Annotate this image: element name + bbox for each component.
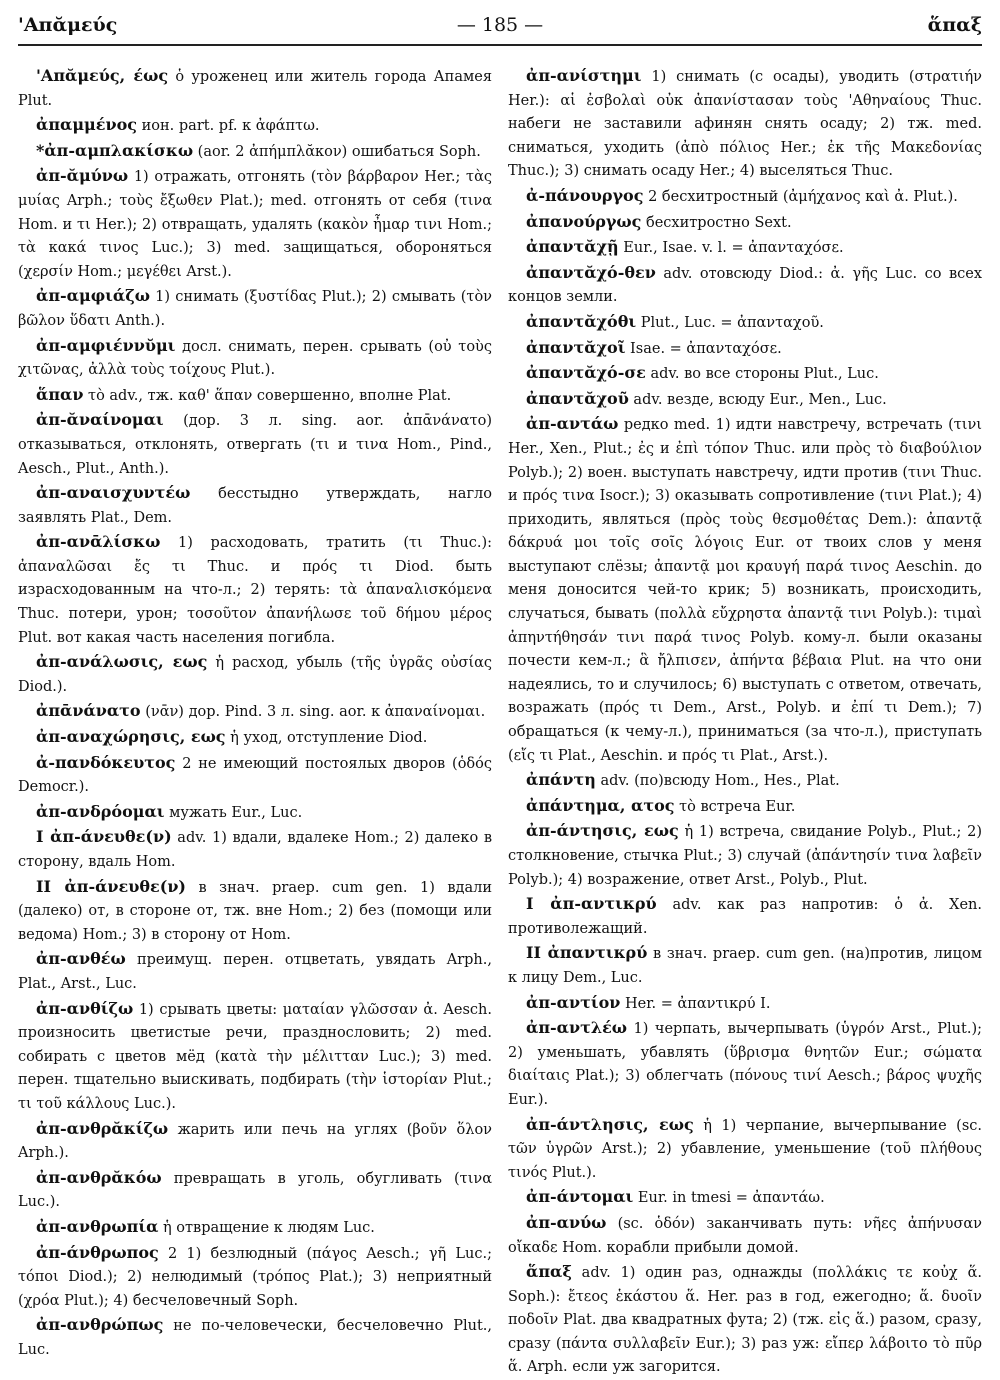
dictionary-entry xyxy=(18,699,492,725)
entry-definition: редко med. 1) идти навстречу, встречать (τινι Her., Xen., Plut.; ἐς и ἐπὶ τόπον Thuc. или πρὸς τὸ διαβούλιον Polyb.); 2) воен. выступать навстречу, идти против (τινι Thuc. и πρός τινα Isocr.); 3) оказывать сопротивление (τινι Plat.); 4) приходить, являться (πρὸς τοὺς θεσμοθέτας Dem.): ἀπαντᾷ δάκρυά μοι τοῖς σοῖς λόγοις Eur. от твоих слов у меня выступают слёзы; ἀπαντᾷ μοι κραυγή παρά τινος Aeschin. до меня доносится чей-то крик; 5) возникать, происходить, случаться, бывать (πολλὰ εὔχρηστα ἀπαντᾷ τινι Polyb.): τιμαὶ ἀπηντήθησάν τινι παρά τινος Polyb. кому-л. были оказаны почести кем-л.; ἃ ἤλπισεν, ἀπήντα βέβαια Plut. на что они надеялись, то и случилось; 6) выступать с ответом, отвечать, возражать (πρός τι Dem., Arst., Polyb. и ἐπί τι Dem.); 7) обращаться (к чему-л.), приниматься (за что-л.), приступать (εἴς τι Plat., Aeschin. и πρός τι Plat., Arst.). xyxy=(508,417,982,764)
entry-definition: превращать в уголь, обугливать (τινα Luc.). xyxy=(18,1170,492,1211)
entry-definition: 1) отражать, отгонять (τὸν βάρβαρον Her.; τὰς μυίας Arph.; τοὺς ἔξωθεν Plat.); med. отгонять от себя (τινα Hom. и τι Her.); 2) отвращать, удалять (κακὸν ἦμαρ τινι Hom.; τὰ κακά τινος Luc.); 3) med. защищаться, обороняться (χερσίν Hom.; μεγέθει Arst.). xyxy=(18,169,492,280)
entry-definition: (νᾱν) дор. Pind. 3 л. sing. aor. к ἀπαναίνομαι. xyxy=(140,704,486,721)
right-column xyxy=(508,64,983,1376)
entry-headword: II ἀπ-άνευθε(ν) xyxy=(36,876,186,896)
dictionary-entry xyxy=(18,1313,492,1362)
entry-definition: бесстыдно утверждать, нагло заявлять Plat., Dem. xyxy=(18,486,492,526)
entry-headword: II ἀπαντικρύ xyxy=(526,943,648,963)
entry-definition: в знач. praep. cum gen. 1) вдали (далеко) от, в стороне от, тж. вне Hom.; 2) без (помощи или ведома) Hom.; 3) в сторону от Hom. xyxy=(18,879,493,943)
entry-definition: adv. (по)всюду Hom., Hes., Plat. xyxy=(595,773,840,790)
entry-headword: ἀ-πανδόκευτος xyxy=(36,752,176,772)
entry-headword: ἀπ-ανᾱλίσκω xyxy=(36,532,161,552)
entry-headword: ἀπ-άνθρωπος xyxy=(36,1242,159,1262)
dictionary-entry xyxy=(508,64,982,184)
entry-headword: 'Απᾰμεύς, έως xyxy=(36,66,169,85)
dictionary-entry xyxy=(18,530,492,650)
dictionary-entry xyxy=(508,794,982,820)
entry-definition: ὁ уроженец или житель города Апамея Plut. xyxy=(18,69,492,109)
entry-headword: ἀπ-ανθρώπως xyxy=(36,1315,164,1335)
dictionary-entry xyxy=(18,164,492,284)
entry-headword: ἀπ-αντίον xyxy=(526,992,621,1012)
dictionary-entry xyxy=(508,991,982,1017)
entry-definition: 1) расходовать, тратить (τι Thuc.): ἀπαναλῶσαι ἔς τι Thuc. и πρός τι Diod. быть израсходованным на что-л.; 2) терять: τὰ ἀπαναλισκόμενα Thuc. потери, урон; τοσοῦτον ἀπανήλωσε τοῦ δήμου μέρος Plut. вот какая часть населения погибла. xyxy=(18,535,492,646)
entry-headword: ἅπαξ xyxy=(526,1262,572,1282)
entry-definition: жарить или печь на углях (βοῦν ὅλον Arph.). xyxy=(18,1121,492,1162)
entry-headword: ἀπ-άντησις, εως xyxy=(526,821,679,841)
dictionary-entry xyxy=(18,751,492,800)
dictionary-entry xyxy=(508,336,982,362)
dictionary-entry xyxy=(18,875,492,948)
dictionary-entry xyxy=(508,941,982,990)
entry-definition: ἡ 1) встреча, свидание Polyb., Plut.; 2) столкновение, стычка Plut.; 3) случай (ἀπάντησίν τινα λαβεῖν Polyb.); 4) возражение, ответ Arst., Polyb., Plut. xyxy=(508,824,983,888)
entry-headword: ἀπαντᾰχό-σε xyxy=(526,363,646,383)
dictionary-entry xyxy=(18,113,492,139)
entry-definition: Her. = ἀπαντικρύ I. xyxy=(620,995,771,1012)
entry-definition: ἡ 1) черпание, вычерпывание (sc. τῶν ὑγρῶν Arst.); 2) убавление, уменьшение (τοῦ πλήθους τινός Plut.). xyxy=(508,1117,982,1181)
dictionary-entry xyxy=(508,1185,982,1211)
entry-definition: (дор. 3 л. sing. aor. ἀπᾱνάνατο) отказываться, отклонять, отвергать (τι и τινα Hom., Pind., Aesch., Plut., Anth.). xyxy=(18,413,492,477)
entry-headword: ἀπ-ανδρόομαι xyxy=(36,801,165,821)
entry-headword: ἀπ-ανίστημι xyxy=(526,66,642,85)
dictionary-entry xyxy=(18,825,492,874)
entry-headword: *ἀπ-αμπλακίσκω xyxy=(36,140,194,160)
entry-definition: ἡ уход, отступление Diod. xyxy=(225,730,428,747)
page-header xyxy=(18,10,982,44)
dictionary-entry xyxy=(508,210,982,236)
entry-headword: ἀπ-άντομαι xyxy=(526,1187,634,1207)
entry-definition: бесхитростно Sext. xyxy=(641,214,792,231)
entry-definition: не по-человечески, бесчеловечно Plut., Luc. xyxy=(18,1318,492,1358)
entry-definition: преимущ. перен. отцветать, увядать Arph., Plat., Arst., Luc. xyxy=(18,952,492,992)
entry-definition: Eur., Isae. v. l. = ἀπανταχόσε. xyxy=(618,240,844,257)
dictionary-entry xyxy=(508,819,982,892)
entry-headword: ἀπ-ᾰναίνομαι xyxy=(36,410,164,430)
dictionary-entry xyxy=(18,383,492,409)
entry-definition: adv. 1) вдали, вдалеке Hom.; 2) далеко в сторону, вдаль Hom. xyxy=(18,830,492,870)
entry-headword: ἀπ-ανύω xyxy=(526,1212,607,1232)
entry-definition: τὸ adv., тж. καθ' ἅπαν совершенно, вполне Plat. xyxy=(83,387,452,404)
entry-headword: ἀπ-αμφιάζω xyxy=(36,286,150,306)
entry-definition: Eur. in tmesi = ἀπαντάω. xyxy=(633,1190,825,1207)
entry-definition: 1) снимать (с осады), уводить (στρατιήν Her.): αἱ ἐσβολαὶ οὐκ ἀπανίστασαν τοὺς 'Αθηναίους Thuc. набеги не заставили афинян снять осаду; 2) тж. med. сниматься, уходить (ἀπὸ πόλιος Her.; ἐκ τῆς Μακεδονίας Thuc.); 3) снимать осаду Her.; 4) выселяться Thuc. xyxy=(508,69,982,180)
entry-headword: ἀπ-αναχώρησις, εως xyxy=(36,727,226,747)
dictionary-entry xyxy=(18,284,492,333)
entry-definition: adv. отовсюду Diod.: ἀ. γῆς Luc. со всех концов земли. xyxy=(508,265,982,306)
entry-headword: ἀπ-αντάω xyxy=(526,414,619,434)
entry-headword: ἅπαν xyxy=(36,384,84,404)
entry-definition: 2 1) безлюдный (πάγος Aesch.; γῆ Luc.; τόποι Diod.); 2) нелюдимый (τρόπος Plat.); 3) неприятный (χρόα Plut.); 4) бесчеловечный Soph. xyxy=(18,1245,492,1309)
entry-definition: adv. 1) один раз, однажды (πολλάκις τε κοὐχ ἅ. Soph.): ἔτεος ἑκάστου ἅ. Her. раз в год, ежегодно; ἅ. δυοῖν ποδοῖν Plat. два квадратных фута; 2) (тж. εἰς ἅ.) разом, сразу, сразу (πάντα συλλαβεῖν Eur.); 3) раз уж: εἴπερ λάβοιτο τὸ πῦρ ἅ. Arph. если уж загорится. xyxy=(508,1265,982,1376)
dictionary-entry xyxy=(18,1241,492,1314)
entry-headword: ἀπ-ανθρωπία xyxy=(36,1216,159,1236)
entry-headword: ἀπ-αντλέω xyxy=(526,1018,628,1038)
dictionary-entry xyxy=(508,892,982,941)
dictionary-entry xyxy=(508,1260,982,1380)
dictionary-entry xyxy=(18,1215,492,1241)
entry-definition: досл. снимать, перен. срывать (οὐ τοὺς χιτῶνας, ἀλλὰ τοὺς τοίχους Plut.). xyxy=(18,338,492,379)
entry-definition: ион. part. pf. к ἀφάπτω. xyxy=(137,118,320,135)
entry-headword: ἀπ-ᾰμύνω xyxy=(36,166,129,186)
running-head-left: 'Απᾰμεύς xyxy=(18,14,118,36)
entry-definition: ἡ отвращение к людям Luc. xyxy=(158,1219,375,1236)
entry-headword: ἀπανούργως xyxy=(526,211,642,231)
entry-definition: 1) срывать цветы: ματαίαν γλῶσσαν ἀ. Aesch. произносить цветистые речи, празднословить; 2) med. собирать с цветов мёд (κατὰ τὴν μέλιτταν Luc.); 3) med. перен. тщательно выискивать, подбирать (τὴν ἱστορίαν Plut.; τι τοῦ κάλλους Luc.). xyxy=(18,1001,492,1112)
entry-definition: Plut., Luc. = ἀπανταχοῦ. xyxy=(636,314,824,331)
dictionary-entry xyxy=(18,800,492,826)
entry-definition: 2 бесхитростный (ἀμήχανος καὶ ἀ. Plut.). xyxy=(643,188,958,205)
entry-definition: Isae. = ἀπανταχόσε. xyxy=(625,340,782,357)
entry-definition: adv. во все стороны Plut., Luc. xyxy=(645,366,879,383)
entry-headword: ἀ-πάνουργος xyxy=(526,185,644,205)
dictionary-entry xyxy=(508,1113,982,1186)
entry-headword: ἀπ-ανθίζω xyxy=(36,998,134,1018)
entry-headword: ἀπαντᾰχοῦ xyxy=(526,388,629,408)
entry-headword: ἀπ-αναισχυντέω xyxy=(36,483,191,503)
entry-definition: 1) снимать (ξυστίδας Plut.); 2) смывать (τὸν βῶλον ὕδατι Anth.). xyxy=(18,289,492,329)
dictionary-entry xyxy=(508,387,982,413)
entry-definition: (aor. 2 ἀπήμπλᾰκον) ошибаться Soph. xyxy=(193,143,481,160)
dictionary-entry xyxy=(18,1117,492,1166)
entry-headword: ἀπαντᾰχόθι xyxy=(526,311,637,331)
dictionary-entry xyxy=(508,768,982,794)
entry-headword: ἀπ-ανθέω xyxy=(36,949,126,969)
dictionary-entry xyxy=(18,408,492,481)
left-column xyxy=(18,64,493,1358)
entry-headword: ἀπαντᾰχό-θεν xyxy=(526,262,656,282)
dictionary-entry xyxy=(18,1166,492,1215)
dictionary-entry xyxy=(508,361,982,387)
dictionary-entry xyxy=(18,725,492,751)
entry-definition: 2 не имеющий постоялых дворов (ὁδός Democr.). xyxy=(18,755,492,796)
entry-headword: ἀπάντη xyxy=(526,770,596,790)
entry-definition: τὸ встреча Eur. xyxy=(674,798,796,815)
dictionary-entry xyxy=(18,650,492,699)
dictionary-entry xyxy=(18,64,492,113)
entry-headword: ἀπ-αμφιέννῠμι xyxy=(36,335,176,355)
running-head-right: ἅπαξ xyxy=(927,14,982,36)
dictionary-entry xyxy=(18,139,492,165)
dictionary-entry xyxy=(18,481,492,530)
entry-headword: ἀπ-ανθρᾰκόω xyxy=(36,1167,162,1187)
dictionary-entry xyxy=(18,997,492,1117)
entry-headword: ἀπ-ανάλωσις, εως xyxy=(36,652,208,672)
dictionary-entry xyxy=(18,334,492,383)
dictionary-entry xyxy=(508,1211,982,1260)
entry-definition: мужать Eur., Luc. xyxy=(164,804,303,821)
dictionary-entry xyxy=(508,412,982,768)
entry-definition: adv. как раз напротив: ὁ ἀ. Xen. противолежащий. xyxy=(508,897,983,937)
entry-headword: ἀπ-ανθρᾰκίζω xyxy=(36,1118,169,1138)
dictionary-entry xyxy=(508,310,982,336)
dictionary-entry xyxy=(508,235,982,261)
dictionary-entry xyxy=(508,1016,982,1112)
entry-headword: ἀπαμμένος xyxy=(36,115,137,135)
entry-definition: ἡ расход, убыль (τῆς ὑγρᾶς οὐσίας Diod.). xyxy=(18,655,492,695)
entry-definition: 1) черпать, вычерпывать (ὑγρόν Arst., Plut.); 2) уменьшать, убавлять (ὕβρισμα θνητῶν Eur.; σώματα διαίταις Plat.); 3) облегчать (πόνους τινί Aesch.; βάρος ψυχῆς Eur.). xyxy=(508,1021,982,1108)
entry-headword: I ἀπ-αντικρύ xyxy=(526,894,657,914)
entry-headword: ἀπᾱνάνατο xyxy=(36,701,141,721)
header-rule xyxy=(18,44,982,46)
entry-headword: ἀπάντημα, ατος xyxy=(526,795,675,815)
entry-headword: ἀπ-άντλησις, εως xyxy=(526,1114,694,1134)
entry-definition: adv. везде, всюду Eur., Men., Luc. xyxy=(628,391,887,408)
page-number: — 185 — xyxy=(456,14,544,36)
dictionary-entry xyxy=(18,947,492,996)
entry-headword: I ἀπ-άνευθε(ν) xyxy=(36,827,172,847)
entry-headword: ἀπαντᾰχῇ xyxy=(526,237,619,257)
dictionary-entry xyxy=(508,261,982,310)
dictionary-entry xyxy=(508,184,982,210)
entry-definition: в знач. praep. cum gen. (на)против, лицом к лицу Dem., Luc. xyxy=(508,946,982,986)
entry-headword: ἀπαντᾰχοῖ xyxy=(526,337,626,357)
entry-definition: (sc. ὁδόν) заканчивать путь: νῆες ἀπήνυσαν οἴκαδε Hom. корабли прибыли домой. xyxy=(508,1215,982,1256)
